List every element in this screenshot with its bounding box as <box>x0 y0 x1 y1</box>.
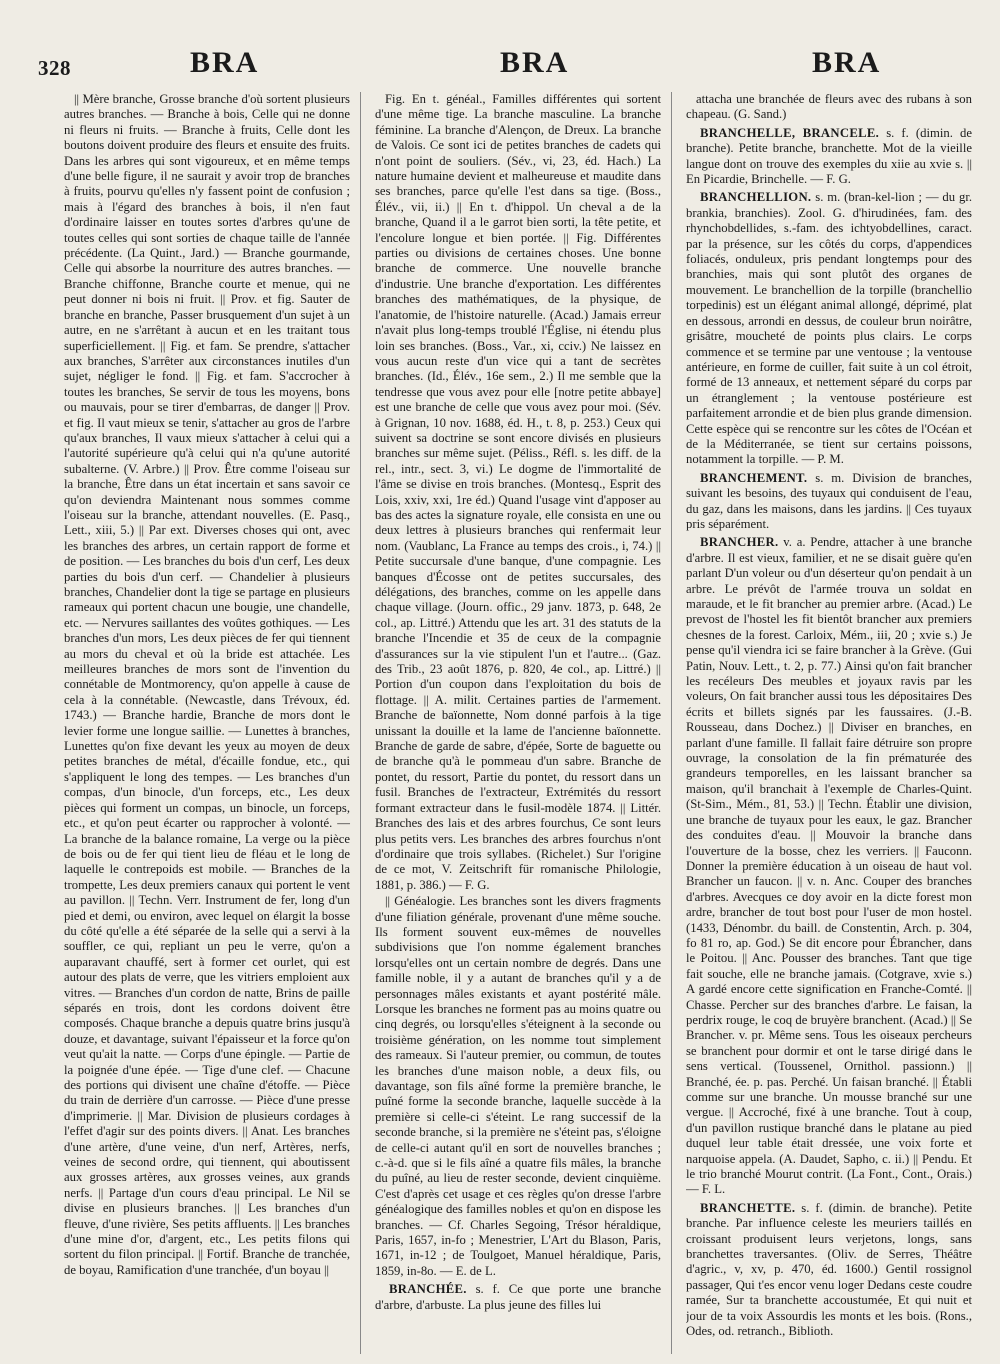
dictionary-entry <box>686 190 972 467</box>
entry-headword: BRANCHETTE. <box>700 1200 796 1215</box>
entry-text: s. m. Division de branches, suivant les besoins, des tuyaux qui conduisent de l'eau, du gaz, dans les maisons, dans les jardins. || Ces tuyaux pris séparément. <box>686 470 972 531</box>
running-head-right: BRA <box>812 46 882 79</box>
entry-text: s. f. (dimin. de branche). Petite branche, branchette. Mot de la vieille langue dont on trouve des exemples du xiie au xvie s. || En Picardie, Brinchelle. — F. G. <box>686 125 972 187</box>
entry-text: v. a. Pendre, attacher à une branche d'arbre. Il est vieux, familier, et ne se disait guère qu'en parlant D'un voleur ou d'un déserteur qu'on pendait à un arbre. Le prévôt de l'armée trouva un soldat en maraude, et le fit brancher au premier arbre. (Acad.) Le prevost de l'hostel les fit bientôt brancher aux premiers chesnes de la forest. Carloix, Mém., iii, 20 ; xvie s.) Je pense qu'il viendra ici se faire brancher à la Grève. (Gui Patin, Nouv. Lett., t. 2, p. 77.) Ainsi qu'on fait brancher les recéleurs Des meubles et joyaux ravis par les voleurs, On fait brancher aussi tous les dépositaires Des écrits et billets signés par les faussaires. (J.-B. Rousseau, dans Dochez.) || Diviser en branches, en parlant d'une famille. Il fallait faire détruire son propre ouvrage, la consolation de la fin prématurée des grandeurs temporelles, en les laissant brancher sa maison, qu'il branchait à l'exemple de Charles-Quint. (St-Sim., Mém., 81, 53.) || Techn. Établir une division, une branche de tuyaux pour les eaux, le gaz. Brancher des conduites d'eau. || Mouvoir la branche dans l'ouverture de la bosse, chez les verriers. || Fauconn. Donner la première éducation à un oiseau de haut vol. Brancher un faucon. || v. n. Anc. Couper des branches d'arbres. Avecques ce doy avoir en la dicte forest mon ardre, brancher de tout bost pour l'user de mon hostel. (1433, Dénombr. du baill. de Constentin, Arch. p. 304, fo 81 ro, ap. God.) Se dit encore pour Ébrancher, dans le Poitou. || Anc. Pousser des branches. Tant que tige fait souche, elle ne branche jamais. (Cotgrave, xvie s.) A gardé encore cette signification en Franche-Comté. || Chasse. Percher sur des branches d'arbre. Le faisan, la perdrix rouge, le coq de bruyère branchent. (Acad.) || Se Brancher. v. pr. Même sens. Tous les oiseaux percheurs se branchent pour dormir et ont le tarse dirigé dans le sens vertical. (Toussenel, Ornithol. passionn.) || Branché, ée. p. pas. Perché. Un faisan branché. || Établi comme sur une branche. Un mousse branché sur une vergue. || Accroché, fixé à une branche. Tout à coup, d'un pavillon rustique branché dans le platane au pied duquel leur table était dressée, une voix forte et narquoise appela. (A. Daudet, Sapho, c. ii.) || Pendu. Et le trio branché Mourut contrit. (La Font., Cont., Orais.) — F. L. <box>686 535 972 1197</box>
paragraph-text: || Mère branche, Grosse branche d'où sortent plusieurs autres branches. — Branche à bois, Celle qui ne donne ni fleurs ni fruits. — Branche à fruits, Celle dont les boutons doivent produire des fleurs et ensuite des fruits. Dans les arbres qui sont vigoureux, et en même temps d'une belle figure, il ne saurait y avoir trop de branches à fruits, pourvu qu'elles n'y fassent point de confusion ; mais à l'égard des branches à bois, il n'en faut d'ordinaire laisser en toutes sortes d'arbres qu'une de toutes celles qui sont sorties de chaque taille de l'année précédente. (La Quint., Jard.) — Branche gourmande, Celle qui absorbe la nourriture des autres branches. — Branche chiffonne, Branche courte et menue, qui ne peut donner ni bois ni fruit. || Prov. et fig. Sauter de branche en branche, Passer brusquement d'un sujet à un autre, en ne s'arrêtant à aucun et en les traitant tous superficiellement. || Fig. et fam. Se prendre, s'attacher aux branches, S'arrêter aux circonstances inutiles d'un sujet, négliger le fond. || Fig. et fam. S'accrocher à toutes les branches, Se servir de tous les moyens, bons ou mauvais, pour se tirer d'embarras, de danger || Prov. et fig. Il vaut mieux se tenir, s'attacher au gros de l'arbre qu'aux branches, Il vaux mieux s'attacher à celui qui a l'autorité supérieure qu'à celui qui n'a qu'une autorité subalterne. (V. Arbre.) || Prov. Être comme l'oiseau sur la branche, Être dans un état incertain et sans savoir ce qu'on deviendra Maintenant nous sommes comme l'oiseau sur la branche, attendant nouvelles. (E. Pasq., Lett., xiii, 5.) || Par ext. Diverses choses qui ont, avec les branches des arbres, un certain rapport de forme et de position. — Les branches du bois d'un cerf, Les deux parties du bois d'un cerf. — Chandelier à plusieurs branches, Chandelier dont la tige se partage en plusieurs rameaux qui portent chacun une bougie, une chandelle, etc. — Nervures saillantes des voûtes gothiques. — Les branches d'un mors, Les deux pièces de fer qui tiennent au mors du cheval et où la bride est attachée. Les meilleures branches de mors sont de l'invention du connétable de Montmorency, qu'on appelle à cause de cela à la connétable. (Newcastle, dans Trévoux, éd. 1743.) — Branche hardie, Branche de mors dont le levier forme une longue saillie. — Lunettes à branches, Lunettes qu'on fixe devant les yeux au moyen de deux petites branches de métal, d'écaille fondue, etc., qui s'appliquent le long des tempes. — Les branches d'un compas, d'un binocle, d'un forceps, etc., Les deux pièces qui forment un compas, un binocle, un forceps, etc., et qu'on peut écarter ou rapprocher à volonté. — La branche de la balance romaine, La verge ou la pièce de bois ou de fer qui tient lieu de fléau et le long de laquelle le contrepoids est mobile. — Branches de la trompette, Les deux premiers canaux qui portent le vent au pavillon. || Techn. Verr. Instrument de fer, long d'un pied et demi, ou environ, avec lequel on élargit la bosse du côté qu'elle a été séparée de la selle qui a servi à la souffler, ce qui, repliant un peu le verre, qu'on a auparavant chauffé, sert à former cet ourlet, qui est autour des plats de verre, que les vitriers emploient aux vitres. — Branches d'un cordon de natte, Brins de paille séparés en trois, dont les cordons doivent être composés. Chaque branche a depuis quatre brins jusqu'à douze, et davantage, suivant l'épaisseur et la force qu'on veut qu'ait la natte. — Corps d'une épingle. — Partie de la poignée d'une épée. — Tige d'une clef. — Chacune des portions qui divisent une chaîne d'étoffe. — Pièce du train de derrière d'un carrosse. — Pièce d'une presse d'imprimerie. || Mar. Division de plusieurs cordages à l'effet d'agir sur des points divers. || Anat. Les branches d'une artère, d'une veine, d'un nerf, Artères, nerfs, veines de second ordre, qui tiennent, qui aboutissent aux grosses artères, aux grosses veines, aux grands nerfs. || Partage d'un cours d'eau principal. Le Nil se divise en plusieurs branches. || Les branches d'un fleuve, d'une rivière, Ses petits affluents. || Les branches d'une mine d'or, d'argent, etc., Les petits filons qui sortent du filon principal. || Fortif. Branche de tranchée, de boyau, Ramification d'une tranchée, d'un boyau || <box>64 92 350 1277</box>
entry-headword: BRANCHER. <box>700 535 779 550</box>
page-number: 328 <box>38 56 71 80</box>
dictionary-entry <box>686 535 972 1197</box>
paragraph <box>686 92 972 123</box>
column-1 <box>64 92 361 1354</box>
dictionary-entry <box>375 1282 661 1313</box>
dictionary-entry <box>686 1201 972 1340</box>
running-head-center: BRA <box>500 46 570 79</box>
paragraph <box>375 894 661 1279</box>
running-head-left: BRA <box>190 46 260 79</box>
entry-text: s. m. (bran-kel-lion ; — du gr. brankia, branchies). Zool. G. d'hirudinées, fam. des rhynchobdellides, s.-fam. des ichtyobdellines, caract. par la présence, sur les côtés du corps, d'appendices foliacés, onduleux, pris pendant longtemps pour des branchies, mais qui sont plutôt des organes de mouvement. Le branchellion de la torpille (branchellio torpedinis) est un élégant animal allongé, déprimé, plat en dessous, arrondi en dessus, de couleur brun noirâtre, grisâtre, moucheté de points plus clairs. Le corps commence et se termine par une ventouse ; la ventouse antérieure, en forme de cuiller, fait suite à un col étroit, formé de 13 anneaux, et nettement séparé du corps par un étranglement ; la ventouse postérieure est parfaitement arrondie et de bien plus grande dimension. Cette espèce qui se rencontre sur les côtes de l'Océan et de la Méditerranée, se tient sur certains poissons, notamment la torpille. — P. M. <box>686 190 972 467</box>
dictionary-entry <box>686 471 972 533</box>
column-3 <box>686 92 972 1354</box>
entry-text: s. f. (dimin. de branche). Petite branche. Par influence celeste les meuriers taillés en croissant produisent leurs verjetons, longs, sans branchettes traversantes. (Oliv. de Serres, Théâtre d'agric., v, xv, p. 470, éd. 1600.) Gentil rossignol passager, Qui t'es encor venu loger Dedans ceste coudre ramée, Sur ta branchette accoustumée, Et qui nuit et jour de ta voix Assourdis les monts et les bois. (Rons., Odes, od. retranch., Biblioth. <box>686 1200 972 1339</box>
entry-text: s. f. Ce que porte une branche d'arbre, d'arbuste. La plus jeune des filles lui <box>375 1282 661 1312</box>
paragraph <box>375 92 661 893</box>
entry-headword: BRANCHEMENT. <box>700 470 808 485</box>
paragraph <box>64 92 350 1278</box>
paragraph-text: attacha une branchée de fleurs avec des rubans à son chapeau. (G. Sand.) <box>686 92 972 122</box>
page-header <box>0 42 1000 82</box>
entry-headword: BRANCHÉE. <box>389 1282 467 1297</box>
paragraph-text: || Généalogie. Les branches sont les divers fragments d'une filiation générale, provenant d'une même souche. Ils forment souvent eux-mêmes de nouvelles subdivisions que l'on nomme également branches lorsqu'elles ont un certain nombre de degrés. Dans une famille noble, il y a autant de branches qu'il y a de personnages mâles existants et ayant postérité mâle. Lorsque les branches ne forment pas au moins quatre ou cinq degrés, ou lorsqu'elles s'éteignent à la seconde ou troisième génération, on les nomme tout simplement des rameaux. Si l'auteur premier, ou commun, de toutes les branches d'une maison noble, a deux fils, ou davantage, son fils aîné forme la première branche, le puîné forme la seconde branche, laquelle succède à la première si celle-ci s'éteint. Le rang successif de la seconde branche, si la première ne s'éteint pas, s'éloigne de celle-ci autant qu'il en sort de nouvelles branches ; c.-à-d. que si le fils aîné a quatre fils mâles, la branche du puîné, au lieu de rester seconde, devient cinquième. C'est d'après cet usage et ces règles qu'on dresse l'arbre généalogique des familles nobles et qu'on en dispose les branches. — Cf. Charles Segoing, Trésor héraldique, Paris, 1657, in-fo ; Menestrier, L'Art du Blason, Paris, 1671, in-12 ; de Toulgoet, Manuel héraldique, Paris, 1859, in-8o. — E. de L. <box>375 894 661 1278</box>
entry-headword: BRANCHELLE, BRANCELE. <box>700 125 880 140</box>
entry-headword: BRANCHELLION. <box>700 190 812 205</box>
paragraph-text: Fig. En t. généal., Familles différentes qui sortent d'une même tige. La branche masculine. La branche féminine. La branche d'Alençon, de Dreux. La branche de Valois. Ce sont ici de petites branches de cadets qui n'ont point de souliers. (Sév., vi, 23, éd. Hach.) La nature humaine devient et malheureuse et maudite dans ses branches, parce qu'elle l'est dans sa tige. (Boss., Élév., vii, ii.) || En t. d'hippol. Un cheval a de la branche, Quand il a le garrot bien sorti, la tête petite, et l'encolure longue et bien portée. || Fig. Différentes parties ou divisions de certaines choses. Une bonne branche de commerce. Une nouvelle branche d'industrie. Une branche d'exportation. Les différentes branches des mathématiques, de la physique, de l'anatomie, de l'histoire naturelle. (Acad.) Jamais erreur n'avait plus long-temps troublé l'Église, ni étendu plus loin ses branches. (Boss., Var., xi, cciv.) Ne laissez en vous aucun reste d'un vice qui a tant de secrètes branches. (Id., Élév., 16e sem., 2.) Il me semble que la tendresse que vous avez pour elle [notre petite abbaye] est une branche de celle que vous avez pour moi. (Sév. à Grignan, 10 nov. 1688, éd. H., t. 8, p. 253.) Ceux qui suivent sa doctrine se sont encore divisés en plusieurs branches sur même sujet. (Péliss., Réfl. s. les diff. de la rel., intr., sect. 3, vi.) Le dogme de l'immortalité de l'âme se divise en trois branches. (Montesq., Esprit des Lois, xxiv, xxi, 1re éd.) Quand l'usage vint d'apposer au bas des actes la signature royale, elle consista en une ou deux lettres à plusieurs branches qui renfermait leur nom. (Vaublanc, La France au temps des crois., i, 74.) || Petite succursale d'une banque, d'une compagnie. Les banques d'Écosse ont de petites succursales, des délégations, des branches, comme on les appelle dans chaque village. (Journ. offic., 29 janv. 1873, p. 648, 2e col., ap. Littré.) Attendu que les art. 31 des statuts de la branche l'Incendie et 35 de ceux de la compagnie d'assurances sur la vie stipulent l'un et l'autre... (Gaz. des Trib., 23 août 1876, p. 820, 4e col., ap. Littré.) || Portion d'un coupon dans l'exploitation du bois de flottage. || A. milit. Certaines parties de l'armement. Branche de baïonnette, Nom donné parfois à la tige unissant la douille et la lame de l'ancienne baïonnette. Branche de garde de sabre, d'épée, Sorte de baguette ou de branche qu'à le pommeau d'un sabre. Branche de pontet, du ressort, Partie du pontet, du ressort dans un fusil. Branches de l'extracteur, Extrémités du ressort formant extracteur dans le fusil-modèle 1874. || Littér. Branches des lais et des arbres fourchus, Ce sont leurs plus petits vers. Les branches des arbres fourchus n'ont d'ordinaire que trois syllabes. (Richelet.) Sur l'origine de ce mot, V. Zeitschrift für romanische Philologie, 1881, p. 386.) — F. G. <box>375 92 661 892</box>
text-columns <box>64 92 972 1354</box>
dictionary-entry <box>686 126 972 188</box>
column-2 <box>375 92 672 1354</box>
